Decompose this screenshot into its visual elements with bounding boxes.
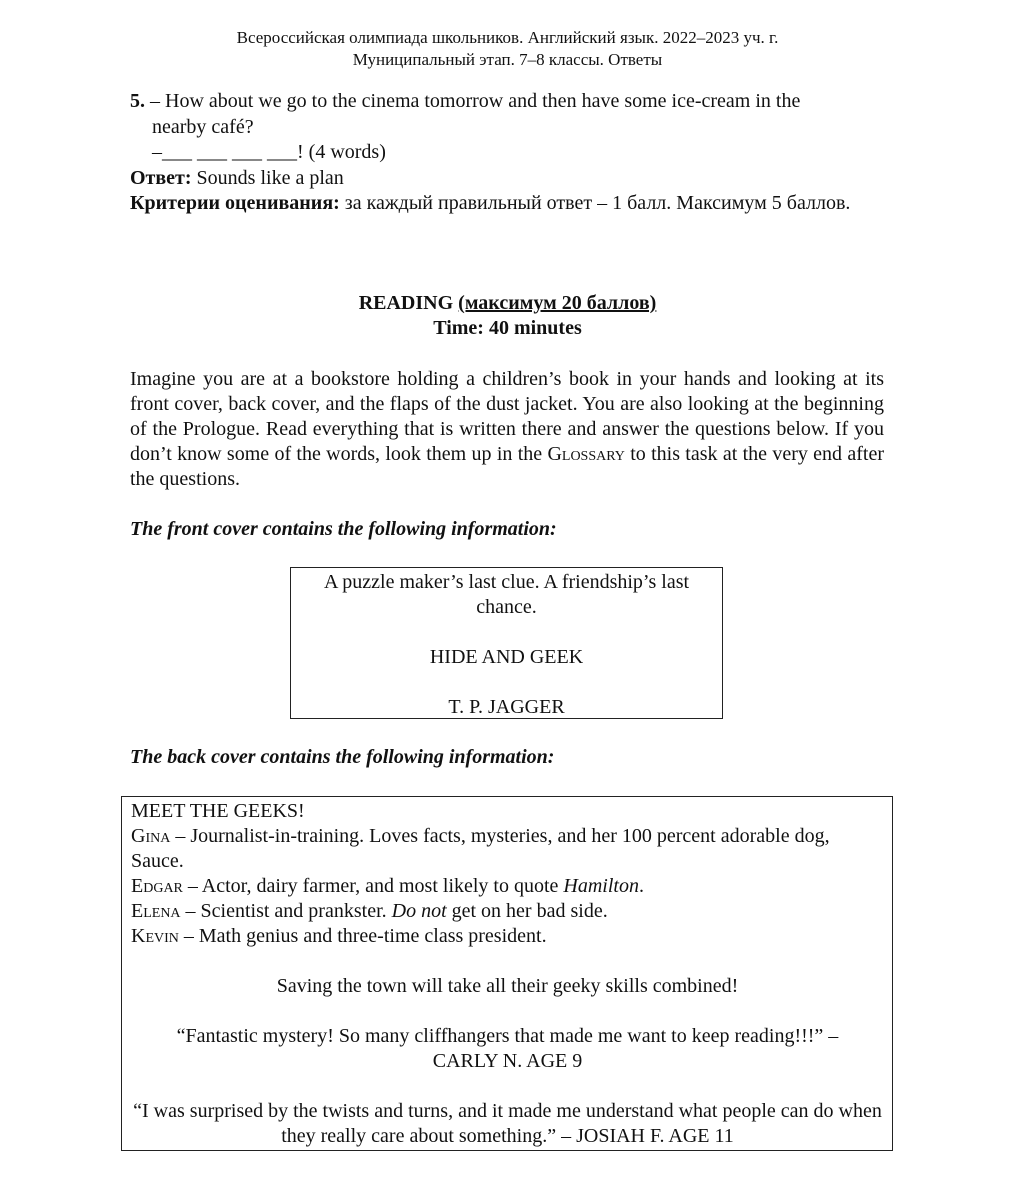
character-desc-end: .: [638, 875, 644, 897]
front-cover-tagline: A puzzle maker’s last clue. A friendship’s last chance.: [323, 571, 690, 618]
intro-text: Imagine you are at a bookstore holding a children’s book in your hands and looking at its front cover, back cover, and the flaps of the dust jacket. You are also looking at the beginning of the Prologue. Read everything that is written there and answer the questions below. If you don’t know some of the words, look them up in the: [130, 368, 884, 465]
character-elena: [131, 899, 884, 924]
question-prompt-line-2: nearby café?: [152, 115, 254, 138]
question-number: 5.: [130, 90, 145, 112]
character-name: Edgar: [131, 875, 183, 897]
character-name: Elena: [131, 900, 181, 922]
meet-the-geeks: MEET THE GEEKS!: [131, 800, 305, 822]
character-desc: – Journalist-in-training. Loves facts, mysteries, and her 100 percent adorable dog, Sauce.: [131, 825, 830, 872]
back-cover-heading: The back cover contains the following information:: [130, 746, 555, 768]
character-desc-italic: Do not: [391, 900, 447, 922]
intro-glossary: Glossary: [547, 443, 625, 465]
page-header: [0, 27, 1015, 71]
front-cover-author: T. P. JAGGER: [448, 696, 565, 718]
character-desc-end: get on her bad side.: [446, 900, 608, 922]
reading-max-score: (максимум 20 баллов): [458, 292, 657, 314]
question-5: [130, 89, 890, 217]
character-gina: [131, 824, 884, 874]
answer-text: Sounds like a plan: [191, 166, 344, 189]
front-cover-title: HIDE AND GEEK: [429, 646, 584, 668]
character-kevin: [131, 924, 884, 949]
character-name: Gina: [131, 825, 171, 847]
character-desc: – Math genius and three-time class president.: [178, 925, 547, 947]
character-desc: – Scientist and prankster.: [180, 900, 392, 922]
reading-title: READING: [358, 292, 459, 314]
intro-tail: to this task at the very end after the questions.: [130, 443, 884, 490]
front-cover-box: [290, 567, 723, 719]
answer-blanks: –___ ___ ___ ___! (4 words): [152, 141, 386, 163]
character-name: Kevin: [131, 925, 179, 947]
reading-time: Time: 40 minutes: [433, 317, 582, 339]
header-line-1: Всероссийская олимпиада школьников. Английский язык. 2022–2023 уч. г.: [236, 28, 779, 47]
saving-the-town: Saving the town will take all their geeky skills combined!: [276, 975, 739, 997]
header-line-2: Муниципальный этап. 7–8 классы. Ответы: [352, 50, 663, 69]
character-desc-italic: Hamilton: [563, 875, 639, 897]
criteria-label: Критерии оценивания:: [130, 192, 340, 214]
review-quote-1: “Fantastic mystery! So many cliffhangers that made me want to keep reading!!!” – CARLY N. AGE 9: [176, 1025, 839, 1072]
review-quote-2: “I was surprised by the twists and turns, and it made me understand what people can do when they really care about something.” – JOSIAH F. AGE 11: [133, 1100, 882, 1147]
criteria-text: за каждый правильный ответ – 1 балл. Максимум 5 баллов.: [339, 192, 851, 214]
question-prompt-line-1: – How about we go to the cinema tomorrow and then have some ice-cream in the: [150, 90, 801, 112]
front-cover-heading: The front cover contains the following information:: [130, 518, 557, 540]
character-edgar: [131, 874, 884, 899]
reading-intro: [130, 367, 884, 492]
back-cover-box: [121, 796, 893, 1151]
reading-section-heading: [0, 291, 1015, 341]
character-desc: – Actor, dairy farmer, and most likely to quote: [182, 875, 564, 897]
answer-label: Ответ:: [130, 166, 192, 189]
